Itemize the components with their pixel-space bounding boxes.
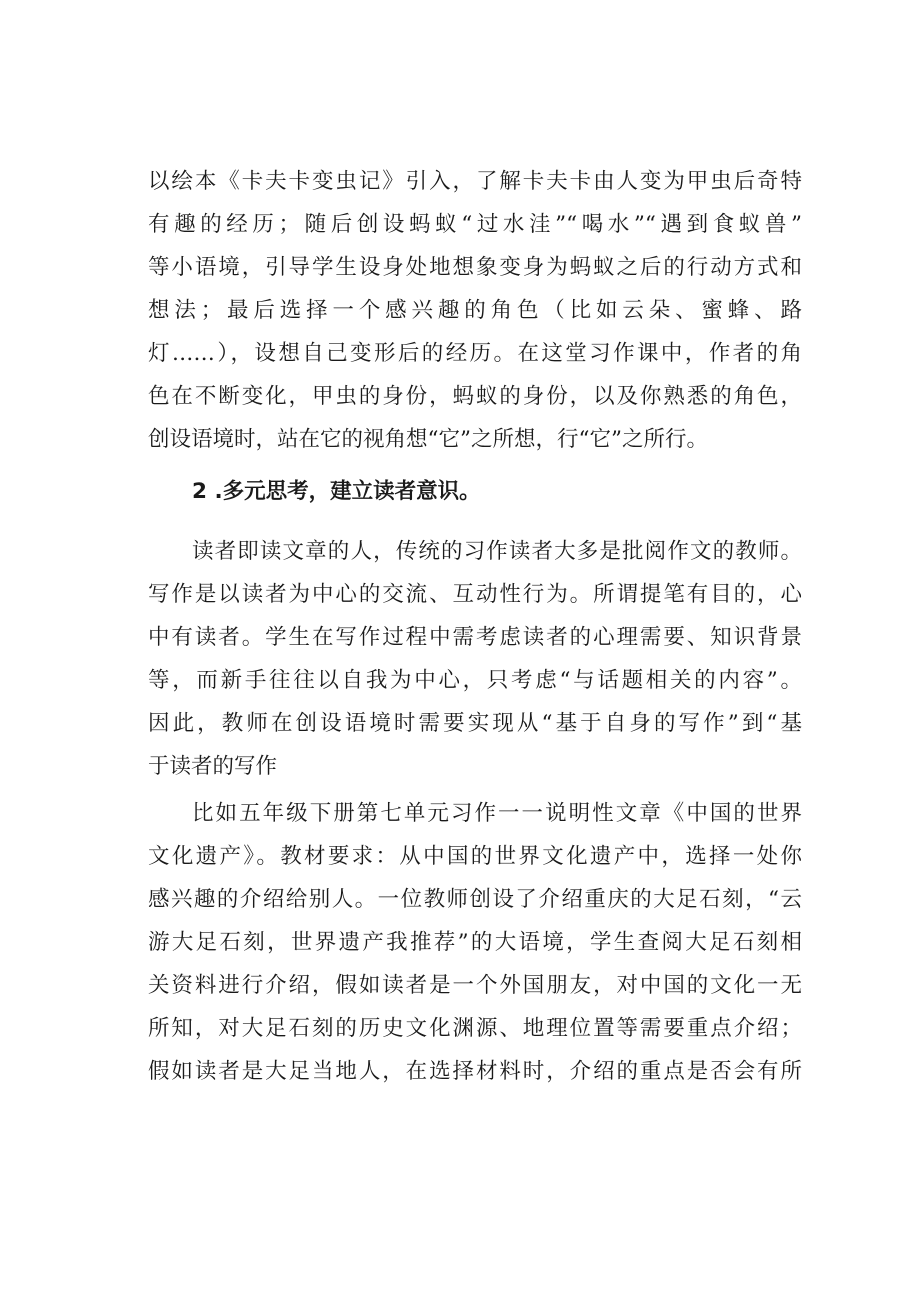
text-line: 灯……），设想自己变形后的经历。在这堂习作课中，作者的角 bbox=[148, 341, 802, 366]
text-line: 中有读者。学生在写作过程中需考虑读者的心理需要、知识背景 bbox=[148, 625, 802, 650]
section-heading: 2 .多元思考，建立读者意识。 bbox=[192, 479, 481, 504]
text-line: 所知，对大足石刻的历史文化渊源、地理位置等需要重点介绍； bbox=[148, 1016, 802, 1041]
text-line: 等，而新手往往以自我为中心，只考虑“与话题相关的内容”。 bbox=[148, 668, 802, 693]
text-line: 色在不断变化，甲虫的身份，蚂蚁的身份，以及你熟悉的角色， bbox=[148, 384, 802, 409]
text-line: 以绘本《卡夫卡变虫记》引入，了解卡夫卡由人变为甲虫后奇特 bbox=[148, 169, 802, 194]
paragraph-example bbox=[148, 792, 802, 1093]
text-line: 有趣的经历；随后创设蚂蚁“过水洼”“喝水”“遇到食蚁兽” bbox=[148, 212, 802, 237]
text-line: 于读者的写作 bbox=[148, 754, 278, 779]
text-line: 比如五年级下册第七单元习作一一说明性文章《中国的世界 bbox=[192, 801, 802, 826]
text-line: 想法；最后选择一个感兴趣的角色（比如云朵、蜜蜂、路 bbox=[148, 298, 802, 323]
text-line: 读者即读文章的人，传统的习作读者大多是批阅作文的教师。 bbox=[192, 539, 802, 564]
paragraph-reader-awareness bbox=[148, 530, 802, 788]
paragraph-role-play bbox=[148, 160, 802, 461]
text-line: 感兴趣的介绍给别人。一位教师创设了介绍重庆的大足石刻，“云 bbox=[148, 887, 802, 912]
text-line: 假如读者是大足当地人，在选择材料时，介绍的重点是否会有所 bbox=[148, 1059, 802, 1084]
text-line: 写作是以读者为中心的交流、互动性行为。所谓提笔有目的，心 bbox=[148, 582, 802, 607]
text-line: 创设语境时，站在它的视角想“它”之所想，行“它”之所行。 bbox=[148, 427, 708, 452]
text-line: 关资料进行介绍，假如读者是一个外国朋友，对中国的文化一无 bbox=[148, 973, 802, 998]
text-line: 因此，教师在创设语境时需要实现从“基于自身的写作”到“基 bbox=[148, 711, 802, 736]
text-line: 游大足石刻，世界遗产我推荐”的大语境，学生查阅大足石刻相 bbox=[148, 930, 802, 955]
text-line: 等小语境，引导学生设身处地想象变身为蚂蚁之后的行动方式和 bbox=[148, 255, 802, 280]
text-line: 文化遗产》。教材要求：从中国的世界文化遗产中，选择一处你 bbox=[148, 844, 802, 869]
